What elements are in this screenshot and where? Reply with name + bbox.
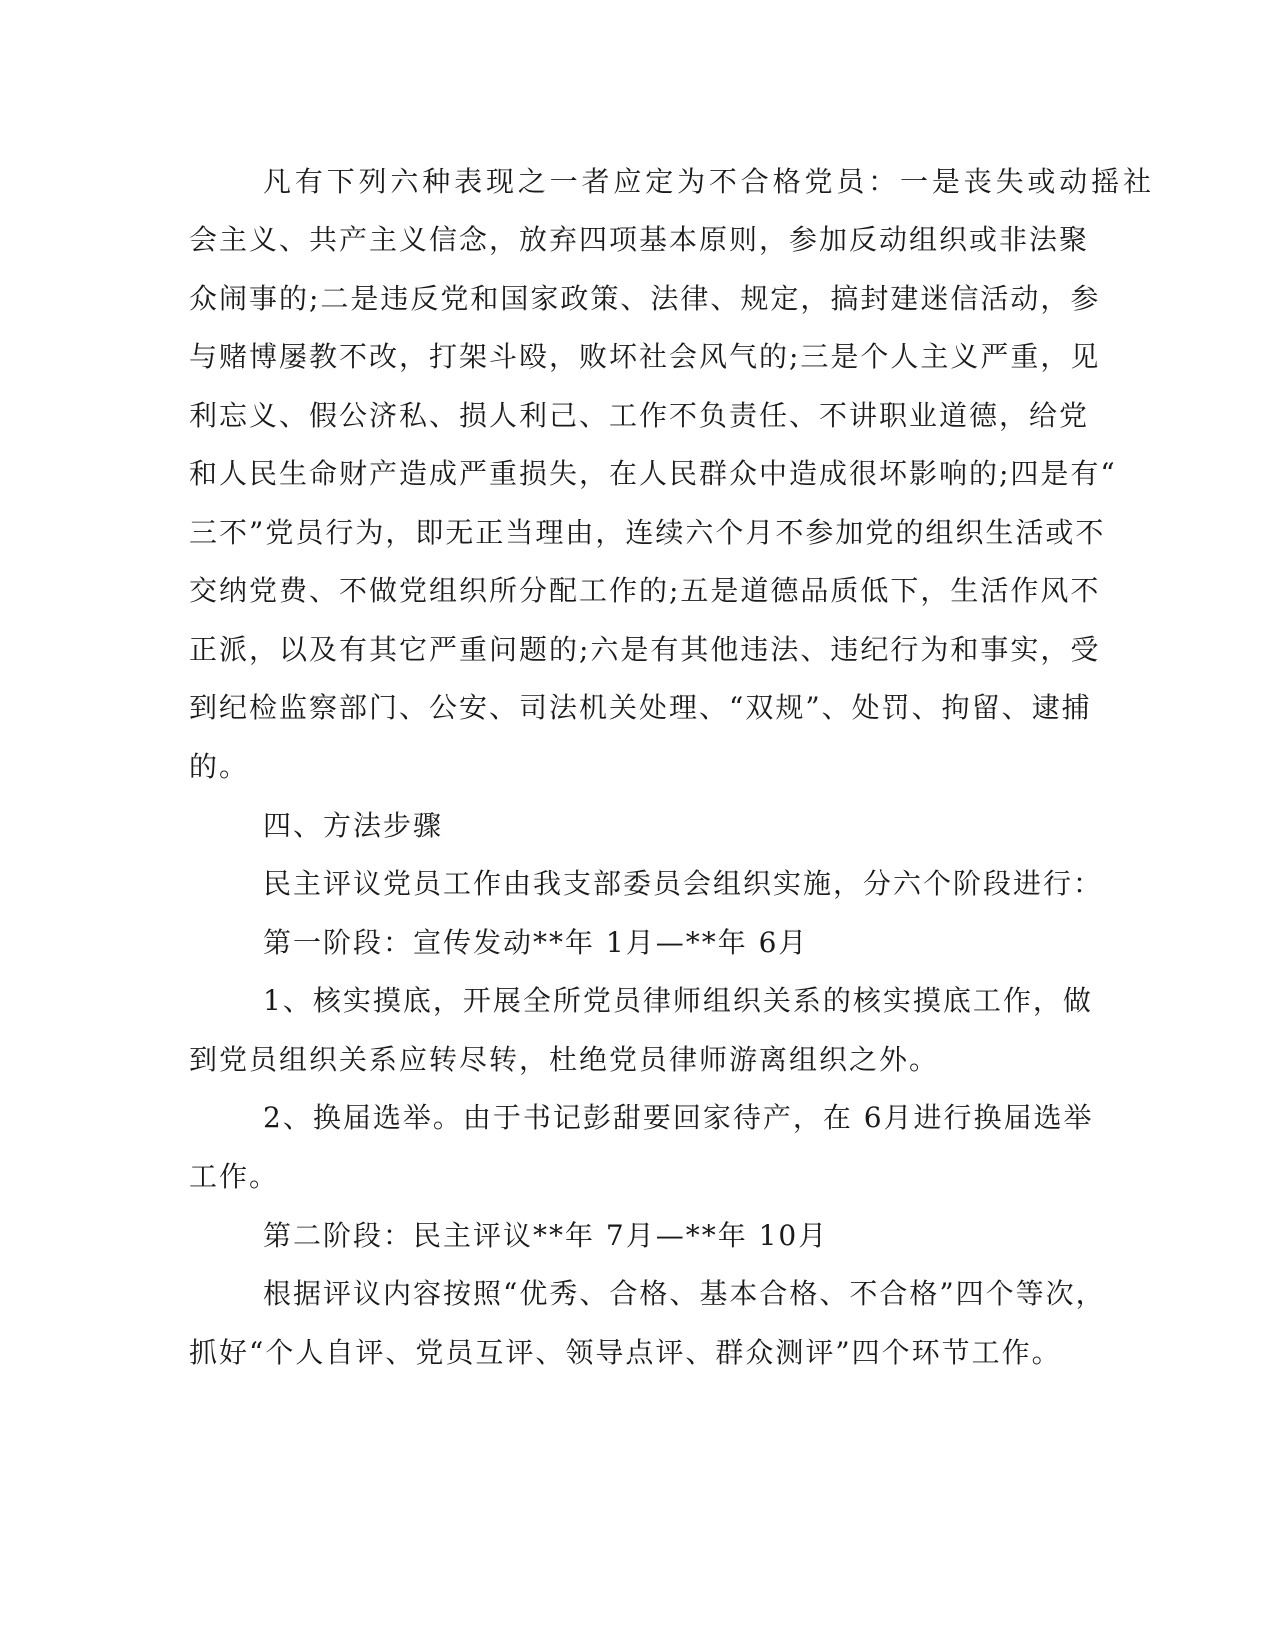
paragraph-line: 利忘义、假公济私、损人利己、工作不负责任、不讲职业道德，给党	[189, 399, 1090, 432]
paragraph-line: 民主评议党员工作由我支部委员会组织实施，分六个阶段进行：	[263, 867, 1104, 900]
paragraph-line: 根据评议内容按照“优秀、合格、基本合格、不合格”四个等次，	[263, 1277, 1106, 1310]
paragraph-line: 的。	[189, 750, 250, 783]
paragraph-line: 众闹事的;二是违反党和国家政策、法律、规定，搞封建迷信活动，参	[189, 282, 1101, 315]
paragraph-line: 到党员组织关系应转尽转，杜绝党员律师游离组织之外。	[189, 1043, 940, 1076]
paragraph-line: 2、换届选举。由于书记彭甜要回家待产，在 6月进行换届选举	[263, 1101, 1094, 1134]
stage-heading: 第二阶段：民主评议**年 7月—**年 10月	[263, 1219, 829, 1252]
paragraph-line: 抓好“个人自评、党员互评、领导点评、群众测评”四个环节工作。	[189, 1336, 1062, 1369]
section-heading: 四、方法步骤	[263, 809, 444, 842]
paragraph-line: 凡有下列六种表现之一者应定为不合格党员：一是丧失或动摇社	[263, 165, 1153, 198]
paragraph-line: 正派，以及有其它严重问题的;六是有其他违法、违纪行为和事实，受	[189, 633, 1101, 666]
stage-heading: 第一阶段：宣传发动**年 1月—**年 6月	[263, 926, 809, 959]
paragraph-line: 交纳党费、不做党组织所分配工作的;五是道德品质低下，生活作风不	[189, 574, 1101, 607]
paragraph-line: 1、核实摸底，开展全所党员律师组织关系的核实摸底工作，做	[263, 984, 1093, 1017]
paragraph-line: 与赌博屡教不改，打架斗殴，败坏社会风气的;三是个人主义严重，见	[189, 340, 1101, 373]
paragraph-line: 三不”党员行为，即无正当理由，连续六个月不参加党的组织生活或不	[189, 516, 1106, 549]
paragraph-line: 工作。	[189, 1160, 280, 1193]
paragraph-line: 会主义、共产主义信念，放弃四项基本原则，参加反动组织或非法聚	[189, 223, 1090, 256]
paragraph-line: 和人民生命财产造成严重损失，在人民群众中造成很坏影响的;四是有“	[189, 457, 1117, 490]
paragraph-line: 到纪检监察部门、公安、司法机关处理、“双规”、处罚、拘留、逮捕	[189, 691, 1092, 724]
